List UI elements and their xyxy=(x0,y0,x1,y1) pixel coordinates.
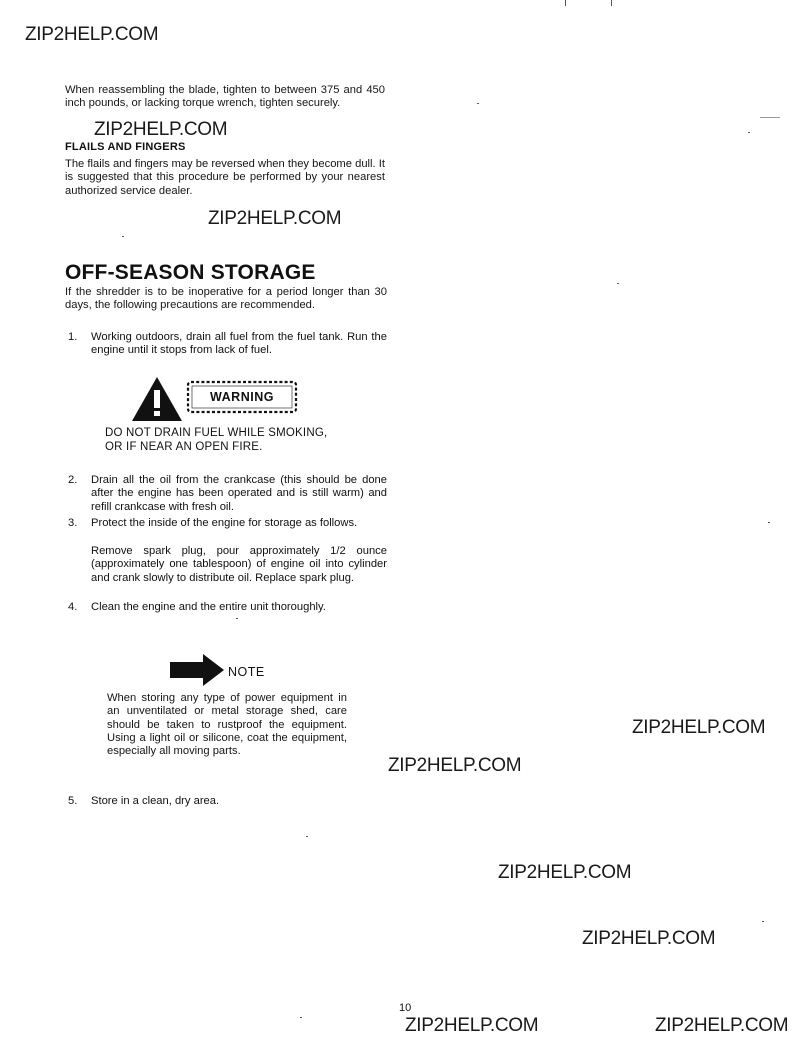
step-text: Protect the inside of the engine for storage as follows. xyxy=(91,517,358,529)
warning-line-2: OR IF NEAR AN OPEN FIRE. xyxy=(105,441,263,453)
step-text: Store in a clean, dry area. xyxy=(91,795,220,807)
step-subtext: Remove spark plug, pour approximately 1/2 ounce (approximately one tablespoon) of engine oil into cylinder and crank slowly to distribute oil. Replace spark plug. xyxy=(91,545,387,584)
arrow-right-icon xyxy=(169,653,225,687)
warning-triangle-icon xyxy=(131,376,183,422)
note-paragraph: When storing any type of power equipment in an unventilated or metal storage shed, care should be taken to rustproof the equipment. Using a light oil or silicone, coat the equipment, especially all moving parts. xyxy=(107,692,347,758)
flails-heading: FLAILS AND FINGERS xyxy=(65,141,186,153)
step-number: 1. xyxy=(68,331,78,343)
warning-label: WARNING xyxy=(210,390,274,404)
watermark: ZIP2HELP.COM xyxy=(208,208,342,229)
note-label: NOTE xyxy=(228,665,265,679)
page-number: 10 xyxy=(399,1002,412,1014)
step-number: 3. xyxy=(68,517,78,529)
watermark: ZIP2HELP.COM xyxy=(94,119,228,140)
watermark: ZIP2HELP.COM xyxy=(655,1015,789,1036)
watermark: ZIP2HELP.COM xyxy=(632,717,766,738)
watermark: ZIP2HELP.COM xyxy=(498,862,632,883)
flails-paragraph: The flails and fingers may be reversed when they become dull. It is suggested that this procedure be performed by your nearest authorized service dealer. xyxy=(65,158,385,197)
section-title: OFF-SEASON STORAGE xyxy=(65,261,316,284)
blade-paragraph: When reassembling the blade, tighten to between 375 and 450 inch pounds, or lacking torque wrench, tighten securely. xyxy=(65,84,385,110)
step-number: 5. xyxy=(68,795,78,807)
step-number: 4. xyxy=(68,601,78,613)
step-number: 2. xyxy=(68,474,78,486)
watermark: ZIP2HELP.COM xyxy=(388,755,522,776)
step-text: Clean the engine and the entire unit thoroughly. xyxy=(91,601,326,613)
step-text: Drain all the oil from the crankcase (this should be done after the engine has been operated and is still warm) and refill crankcase with fresh oil. xyxy=(91,474,387,513)
step-text: Working outdoors, drain all fuel from the fuel tank. Run the engine until it stops from lack of fuel. xyxy=(91,331,387,357)
watermark: ZIP2HELP.COM xyxy=(25,24,159,45)
intro-paragraph: If the shredder is to be inoperative for a period longer than 30 days, the following precautions are recommended. xyxy=(65,286,387,312)
warning-line-1: DO NOT DRAIN FUEL WHILE SMOKING, xyxy=(105,427,328,439)
watermark: ZIP2HELP.COM xyxy=(582,928,716,949)
watermark: ZIP2HELP.COM xyxy=(405,1015,539,1036)
